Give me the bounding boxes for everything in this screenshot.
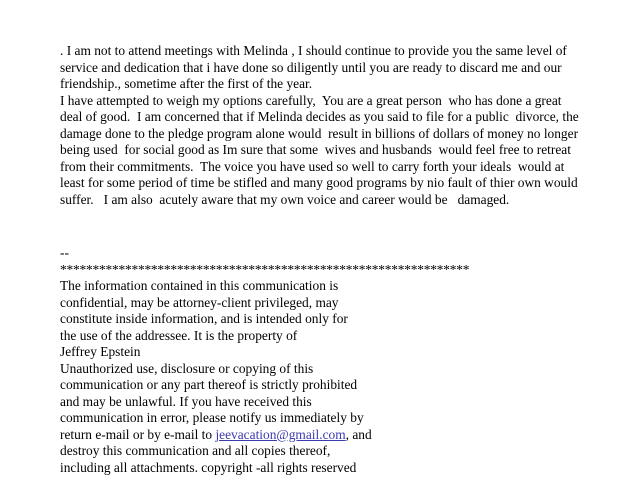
disclaimer-line: Unauthorized use, disclosure or copying of this bbox=[60, 360, 314, 376]
disclaimer-line: confidential, may be attorney-client privileged, may bbox=[60, 294, 339, 310]
disclaimer-line: constitute inside information, and is intended only for bbox=[60, 311, 348, 326]
body-line: I have attempted to weigh my options carefully, You are a great person who has done a great bbox=[60, 92, 562, 108]
body-line: from their commitments. The voice you have used so well to carry forth your ideals would at bbox=[60, 158, 565, 174]
disclaimer-line: and may be unlawful. If you have received this bbox=[60, 393, 312, 409]
email-link[interactable]: jeevacation@gmail.com bbox=[215, 426, 346, 442]
body-line: least for some period of time be stifled and many good programs by nio fault of thier own would bbox=[60, 175, 578, 190]
disclaimer-line: destroy this communication and all copies thereof, bbox=[60, 443, 331, 458]
spacer bbox=[60, 208, 628, 245]
email-body bbox=[60, 43, 628, 208]
email-document bbox=[60, 43, 628, 476]
disclaimer-line: communication in error, please notify us immediately by bbox=[60, 410, 364, 425]
body-line: being used for social good as Im sure that some wives and husbands would feel free to retreat bbox=[60, 142, 571, 157]
disclaimer-line: the use of the addressee. It is the property of bbox=[60, 327, 298, 343]
body-line: deal of good. I am concerned that if Melinda decides as you said to file for a public divorce, the bbox=[60, 109, 579, 124]
signature-separator: *************************************************************** bbox=[60, 261, 470, 277]
disclaimer-line: Jeffrey Epstein bbox=[60, 344, 141, 359]
disclaimer-line: The information contained in this communication is bbox=[60, 278, 339, 293]
disclaimer-line: including all attachments. copyright -all rights reserved bbox=[60, 459, 357, 475]
body-line: friendship., sometime after the first of the year. bbox=[60, 76, 313, 91]
body-line: . I am not to attend meetings with Melinda , I should continue to provide you the same level of bbox=[60, 43, 567, 58]
link-prefix: return e-mail or by e-mail to bbox=[60, 426, 216, 442]
disclaimer-line-with-link bbox=[60, 427, 628, 444]
link-suffix: , and bbox=[345, 426, 372, 442]
signature-dash: -- bbox=[60, 245, 69, 260]
body-line: suffer. I am also acutely aware that my own voice and career would be damaged. bbox=[60, 191, 510, 207]
email-signature bbox=[60, 245, 628, 476]
body-line: damage done to the pledge program alone would result in billions of dollars of money no longer bbox=[60, 125, 579, 141]
disclaimer-line: communication or any part thereof is strictly prohibited bbox=[60, 377, 358, 392]
body-line: service and dedication that i have done so diligently until you are ready to discard me and our bbox=[60, 59, 562, 75]
